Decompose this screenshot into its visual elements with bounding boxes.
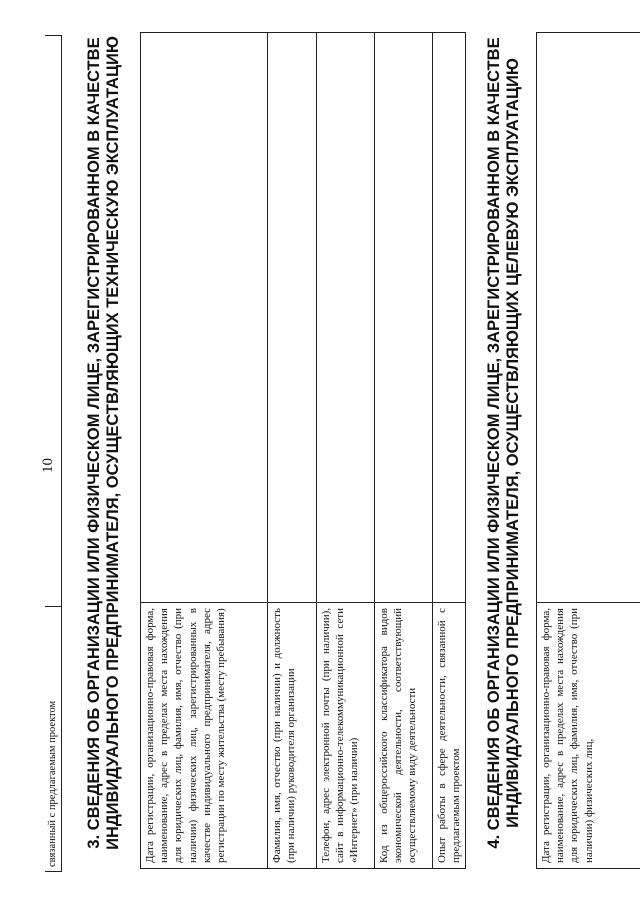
- continuation-table: [45, 35, 62, 872]
- table-row: [375, 33, 433, 868]
- row-label: Телефон, адрес электронной почты (при наличии), сайт в информационно-телекоммуникационной сети «Интернет» (при наличии): [317, 602, 374, 868]
- row-value: [433, 33, 465, 602]
- section-3-title-line1: 3. СВЕДЕНИЯ ОБ ОРГАНИЗАЦИИ ИЛИ ФИЗИЧЕСКОМ ЛИЦЕ, ЗАРЕГИСТРИРОВАННОМ В КАЧЕСТВЕ: [85, 37, 103, 849]
- row-value: [268, 33, 316, 602]
- row-label: Опыт работы в сфере деятельности, связанной с предлагаемым проектом: [433, 602, 465, 868]
- page-number: 10: [40, 458, 56, 473]
- table-row: [433, 33, 465, 868]
- row-value: [317, 33, 374, 602]
- table-row: [537, 33, 640, 868]
- table-row: [268, 33, 317, 868]
- row-value: [537, 33, 640, 602]
- row-label: Код из общероссийского классификатора видов экономической деятельности, соответствующий осуществляемому виду деятельности: [375, 602, 432, 868]
- section-4-heading: [485, 27, 523, 859]
- row-value: [375, 33, 432, 602]
- section-4-table: [536, 32, 640, 869]
- section-4-title-line2: ИНДИВИДУАЛЬНОГО ПРЕДПРИНИМАТЕЛЯ, ОСУЩЕСТВЛЯЮЩИХ ЦЕЛЕВУЮ ЭКСПЛУАТАЦИЮ: [504, 58, 522, 828]
- section-3-title-line2: ИНДИВИДУАЛЬНОГО ПРЕДПРИНИМАТЕЛЯ, ОСУЩЕСТВЛЯЮЩИХ ТЕХНИЧЕСКУЮ ЭКСПЛУАТАЦИЮ: [104, 36, 122, 850]
- continuation-label: связанный с предлагаемым проектом: [45, 606, 61, 871]
- section-4-title-line1: 4. СВЕДЕНИЯ ОБ ОРГАНИЗАЦИИ ИЛИ ФИЗИЧЕСКОМ ЛИЦЕ, ЗАРЕГИСТРИРОВАННОМ В КАЧЕСТВЕ: [485, 37, 503, 849]
- row-label: Дата регистрации, организационно-правовая форма, наименование, адрес в пределах места нахождения для юридических лиц, фамилия, имя, отчество (при наличии) физических лиц, зарегистрированных в качестве индивидуального предпринимателя, адрес регистрации по месту жительства (месту пребывания): [141, 602, 267, 868]
- table-row: [141, 33, 268, 868]
- row-value: [141, 33, 267, 602]
- section-3-table: [140, 32, 466, 869]
- row-label: Фамилия, имя, отчество (при наличии) и должность (при наличии) руководителя организации: [268, 602, 316, 868]
- section-3-heading: [85, 27, 123, 859]
- row-label: Дата регистрации, организационно-правовая форма, наименование, адрес в пределах места нахождения для юридических лиц, фамилия, имя, отчество (при наличии) физических лиц,: [537, 602, 640, 868]
- table-row: [317, 33, 375, 868]
